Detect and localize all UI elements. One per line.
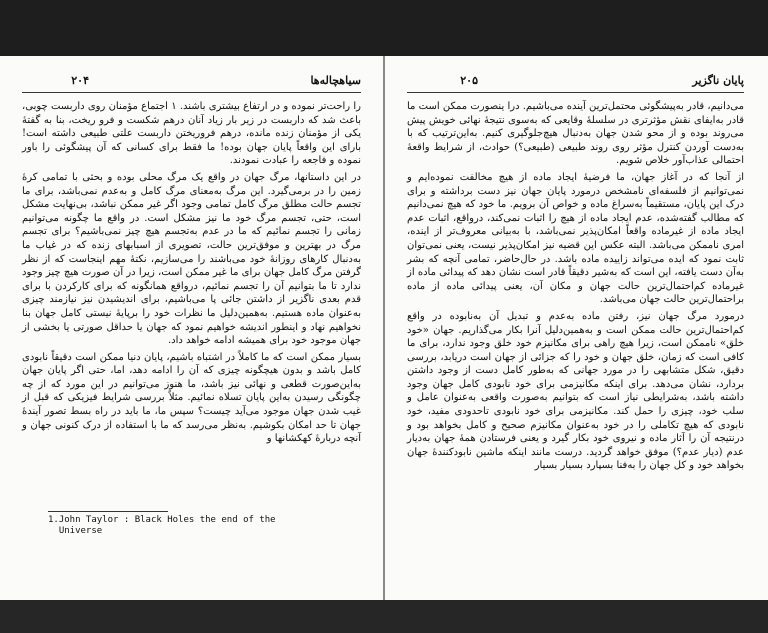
right-paragraph-1: می‌دانیم، قادر به‌پیشگوئی محتمل‌ترین آینده می‌باشیم. درا ینصورت ممکن است ما قادر به‌ایفای نقش مؤثرتری در سلسلهٔ وقایعی که به‌سوی نتیجهٔ نهائی خویش پیش می‌روند بوده و از محو شدن جهان به‌دنبال هیچ‌جلوگیری کنیم. به‌این‌ترتیب که با به‌دست آوردن کنترل مؤثر روی روند طبیعی (طبیعی؟) حوادث، از شرایط واقعهٔ احتمالی عذاب‌آور خلاص شویم. [407,101,744,167]
left-body-text [22,100,361,449]
right-paragraph-3: درمورد مرگ جهان نیز، رفتن ماده به‌عدم و تبدیل آن به‌نابوده در واقع کم‌احتمال‌ترین حالت ممکن است و به‌همین‌دلیل آنرا بکار می‌گذاریم. جهان «خود خلق» ناممکن است، زیرا هیچ راهی برای مکانیزم خود خلق وجود ندارد، برای ما کافی است که زمان، خلق جهان و خود را که جزائی از جهان است دریابد، بررسی دقیق، شکل متشابهی را در مورد جهانی که به‌طور کامل دست از وجود داشتن بردارد، نشان می‌دهد. برای اینکه مکانیزمی برای خود نابودی کامل جهان وجود داشته باشد، به‌شرایطی نیاز است که بتوانیم به‌صورت واقعی به‌عنوان عامل و سلب خود، چیزی را حمل کند. مکانیزمی برای خود نابودی تاحدودی مفید، خود نابودی که هیچ تکاملی را در خود به‌عنوان مکانیزم صحیح و کامل بخواهد بود و درنتیجه آن را آثار ماده و نیروی خود بکار گیرد و یعنی فرستادن همهٔ جهان به‌دیار عدم (دیار عدم؟) موفق خواهد گردید. درست مانند اینکه ماشین نابودکنندهٔ جهان بخواهد خود و کل جهان را به‌فنا بسپارد بسیار بسیار [407,310,744,472]
left-header-rule [22,92,361,93]
left-running-head: سیاهچاله‌ها [310,74,361,87]
left-paragraph-2: در این داستانها، مرگ جهان در واقع یک مرگ محلی بوده و بحثی با تمامی کرهٔ زمین را در برمی‌گیرد. این مرگ به‌معنای مرگ کامل و به‌عدم نمی‌باشد، برای ما تجسم حالت مطلق مرگ کامل تمامی وجود اگر غیر ممکن نباشد، بی‌نهایت مشکل است، حتی، تجسم مرگ خود ما نیز مشکل است. در واقع ما چگونه می‌توانیم زمانی را تجسم نمائیم که ما در عدم به‌تجسم هیچ چیز نمی‌باشیم؟ برای تجسم مرگ در بهترین و موفق‌ترین حالت، تصویری از اسبابهای زنده که در غیاب ما به‌دنبال کارهای روزانهٔ خود می‌باشند را می‌سازیم، نکتهٔ مهم اینجاست که از نظر گرفتن مرگ کامل جهان برای ما غیر ممکن است، زیرا در آن صورت هیچ چیز وجود ندارد تا ما بتوانیم آن را تجسم نمائیم، درواقع همانگونه که برای کارکردن با برای قدم بعدی ناگزیر از داشتن جائی پا می‌باشیم، برای اندیشیدن نیز نیازمند چیزی به‌عنوان ماده هستیم. به‌همین‌دلیل ما نظرات خود را برپایهٔ نیستی کامل جهان بنا نخواهیم نهاد و اینطور اندیشه خواهیم نمود که جهان یا حداقل صورتی یا بخشی از جهان موجود خود برای همیشه ادامه خواهد داد. [22,171,361,347]
left-page-number: ۲۰۴ [71,74,89,87]
right-paragraph-2: از آنجا که در آغاز جهان، ما فرضیهٔ ایجاد ماده از هیچ مخالفت نموده‌ایم و نمی‌توانیم از فلسفه‌ای نامشخص درمورد پایان جهان نیز دست برداشته و برای درک این پایان، مستقیماً به‌سراغ ماده و خواص آن برویم. ما خود که هیچ نمی‌دانیم که مطالب گفته‌شده، عدم ایجاد ماده از هیچ را اثبات نمی‌کند، درواقع، اثبات عدم ایجاد ماده از غیرماده واقعاً امکان‌پذیر نمی‌باشد، با به‌بیانی معروف‌تر از اینده، امری ناممکن می‌باشد. البته عکس این قضیه نیز امکان‌پذیر نیست، یعنی نمی‌توان ثابت نمود که ایده می‌تواند زاییده ماده باشد. در حال‌حاضر، تمامی آنچه که بشر به‌آن دست یافته، این است که به‌شیر دقیقاً قادر است نشان دهد که پیدائی ماده از غیرماده کم‌احتمال‌ترین حالت جهان و مکان آن، یعنی پیدائی ماده از ماده براحتمال‌ترین حالت جهان می‌باشد. [407,171,744,306]
left-page [0,56,383,600]
left-paragraph-3: بسیار ممکن است که ما کاملاً در اشتباه باشیم، پایان دنیا ممکن است دقیقاً نابودی کامل باشد و بدون هیچگونه چیزی که آن را ادامه دهد، اما، حتی اگر پایان جهان به‌این‌صورت قطعی و نهائی نیز باشد، ما هنوز می‌توانیم در این مورد که از چه چگونگی رسیدن به‌این پایان تسلاه نمائیم. مثلاً بررسی شرایط فیزیکی که قبل از غیب شدن جهان موجود می‌آید چیست؟ سپس ما، ما باید در راه بسط تصور آیندهٔ جهان تا حد امکان بکوشیم. به‌نظر می‌رسد که ما با استفاده از درک کنونی جهان و آنچه دربارهٔ کهکشانها و [22,351,361,445]
footnote-rule [48,511,168,512]
right-body-text [407,100,744,476]
viewer-top-band [0,0,768,56]
right-running-head: پایان ناگزیر [692,74,744,87]
right-page [385,56,768,600]
right-page-number: ۲۰۵ [460,74,478,87]
left-paragraph-1: را راحت‌تر نموده و در ارتفاع بیشتری باشند. ۱ اجتماع مؤمنان روی داربست چوبی، باعث شد که داربست در زیر بار زیاد آنان درهم شکست و فرو ریخت، بنا به گفتهٔ یکی از مؤمنان زنده مانده، درهم فروریختن داربست علتی طبیعی داشته است! بارای این واقعاً پایان جهان بوده! ما فقط برای کسانی که آن پیشگوئی را باور نموده و فاجعه را عبادت نمودند. [22,101,361,167]
viewer-bottom-band [0,600,768,633]
footnote: 1.John Taylor : Black Holes the end of the Universe [48,515,276,536]
right-header-rule [407,92,744,93]
